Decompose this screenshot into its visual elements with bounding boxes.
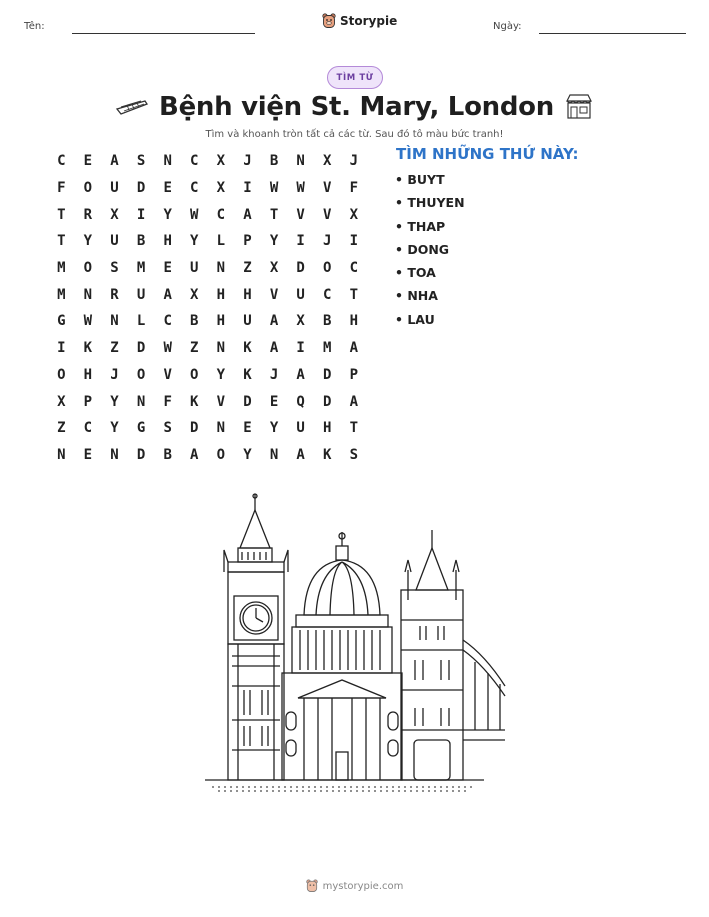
grid-letter[interactable]: V — [323, 180, 332, 197]
grid-letter[interactable]: D — [323, 393, 332, 410]
grid-letter[interactable]: C — [349, 260, 359, 277]
date-label: Ngày: — [493, 21, 522, 32]
grid-letter[interactable]: V — [323, 206, 332, 223]
grid-letter[interactable]: T — [269, 206, 279, 223]
grid-letter[interactable]: A — [349, 393, 359, 410]
grid-letter[interactable]: H — [349, 313, 359, 330]
grid-letter[interactable]: K — [323, 446, 332, 463]
grid-letter[interactable]: N — [216, 340, 226, 357]
grid-letter[interactable]: D — [190, 420, 199, 437]
grid-letter[interactable]: S — [136, 153, 146, 170]
grid-letter[interactable]: N — [163, 153, 172, 170]
grid-letter[interactable]: T — [349, 420, 359, 437]
grid-letter[interactable]: C — [57, 153, 66, 170]
grid-letter[interactable]: D — [243, 393, 252, 410]
grid-letter[interactable]: X — [57, 393, 66, 410]
grid-letter[interactable]: V — [216, 393, 226, 410]
grid-letter[interactable]: F — [57, 180, 66, 197]
page-title: Bệnh viện St. Mary, London — [159, 92, 554, 122]
grid-letter[interactable]: U — [110, 180, 119, 197]
grid-letter[interactable]: P — [349, 366, 359, 383]
grid-letter[interactable]: X — [216, 153, 226, 170]
word-search-badge: TÌM TỪ — [327, 66, 383, 89]
grid-letter[interactable]: A — [163, 286, 172, 303]
grid-letter[interactable]: Y — [83, 233, 93, 250]
grid-letter[interactable]: C — [83, 420, 93, 437]
grid-row — [48, 335, 368, 362]
word-item: • THUYEN — [395, 195, 465, 211]
grid-letter[interactable]: D — [136, 180, 146, 197]
grid-letter[interactable]: Y — [110, 393, 119, 410]
grid-letter[interactable]: K — [190, 393, 199, 410]
grid-letter[interactable]: Z — [110, 340, 119, 357]
grid-letter[interactable]: T — [349, 286, 359, 303]
grid-letter[interactable]: A — [269, 313, 279, 330]
word-list-heading: TÌM NHỮNG THỨ NÀY: — [396, 145, 579, 163]
grid-letter[interactable]: J — [243, 153, 252, 170]
grid-letter[interactable]: A — [110, 153, 119, 170]
grid-letter[interactable]: Z — [190, 340, 199, 357]
grid-letter[interactable]: Y — [190, 233, 199, 250]
grid-letter[interactable]: K — [243, 340, 252, 357]
grid-letter[interactable]: B — [269, 153, 279, 170]
grid-letter[interactable]: D — [136, 446, 146, 463]
grid-letter[interactable]: X — [216, 180, 226, 197]
grid-letter[interactable]: O — [83, 180, 93, 197]
grid-letter[interactable]: M — [323, 340, 332, 357]
grid-letter[interactable]: U — [110, 233, 119, 250]
footer — [0, 879, 709, 893]
grid-letter[interactable]: I — [243, 180, 252, 197]
grid-letter[interactable]: J — [269, 366, 279, 383]
grid-letter[interactable]: U — [243, 313, 252, 330]
grid-letter[interactable]: X — [323, 153, 332, 170]
word-item: • DONG — [395, 241, 450, 257]
grid-letter[interactable]: B — [136, 233, 146, 250]
grid-letter[interactable]: I — [296, 233, 305, 250]
title-row — [0, 92, 709, 122]
grid-letter[interactable]: M — [136, 260, 146, 277]
grid-letter[interactable]: Y — [269, 420, 279, 437]
london-skyline-illustration — [200, 490, 510, 795]
grid-letter[interactable]: U — [296, 286, 305, 303]
grid-letter[interactable]: I — [296, 340, 305, 357]
grid-letter[interactable]: T — [57, 233, 66, 250]
grid-letter[interactable]: H — [83, 366, 93, 383]
grid-row — [48, 228, 368, 255]
grid-letter[interactable]: N — [296, 153, 305, 170]
grid-letter[interactable]: N — [110, 313, 119, 330]
name-line — [72, 33, 255, 34]
grid-letter[interactable]: Y — [110, 420, 119, 437]
grid-letter[interactable]: O — [323, 260, 332, 277]
grid-letter[interactable]: Y — [243, 446, 252, 463]
word-item: • BUYT — [395, 172, 445, 187]
grid-letter[interactable]: Y — [216, 366, 226, 383]
grid-letter[interactable]: J — [323, 233, 332, 250]
grid-letter[interactable]: A — [296, 366, 305, 383]
grid-letter[interactable]: Z — [243, 260, 252, 277]
grid-letter[interactable]: F — [163, 393, 172, 410]
grid-letter[interactable]: S — [349, 446, 359, 463]
grid-row — [48, 388, 368, 415]
grid-letter[interactable]: C — [190, 153, 199, 170]
grid-letter[interactable]: W — [269, 180, 279, 197]
boat-icon — [115, 96, 149, 118]
grid-letter[interactable]: E — [83, 153, 93, 170]
grid-letter[interactable]: G — [57, 313, 66, 330]
grid-letter[interactable]: J — [110, 366, 119, 383]
grid-letter[interactable]: V — [296, 206, 305, 223]
grid-letter[interactable]: I — [349, 233, 359, 250]
grid-letter[interactable]: H — [216, 286, 226, 303]
grid-letter[interactable]: C — [216, 206, 226, 223]
grid-letter[interactable]: Z — [57, 420, 66, 437]
footer-url: mystorypie.com — [322, 880, 404, 892]
grid-letter[interactable]: N — [269, 446, 279, 463]
clock-tower-drawing — [224, 494, 288, 780]
grid-letter[interactable]: U — [296, 420, 305, 437]
date-line — [539, 33, 686, 34]
grid-letter[interactable]: W — [163, 340, 172, 357]
grid-letter[interactable]: S — [163, 420, 172, 437]
grid-letter[interactable]: S — [110, 260, 119, 277]
grid-letter[interactable]: V — [269, 286, 279, 303]
grid-letter[interactable]: N — [136, 393, 146, 410]
grid-row — [48, 281, 368, 308]
grid-letter[interactable]: E — [269, 393, 279, 410]
grid-letter[interactable]: C — [323, 286, 332, 303]
grid-letter[interactable]: D — [323, 366, 332, 383]
grid-letter[interactable]: W — [83, 313, 93, 330]
grid-letter[interactable]: A — [296, 446, 305, 463]
grid-letter[interactable]: N — [110, 446, 119, 463]
grid-letter[interactable]: G — [136, 420, 146, 437]
grid-letter[interactable]: K — [243, 366, 252, 383]
grid-letter[interactable]: X — [349, 206, 359, 223]
grid-letter[interactable]: I — [57, 340, 66, 357]
grid-letter[interactable]: R — [110, 286, 119, 303]
grid-letter[interactable]: X — [190, 286, 199, 303]
word-item: • NHA — [395, 288, 438, 304]
grid-letter[interactable]: L — [136, 313, 146, 330]
grid-letter[interactable]: Y — [163, 206, 172, 223]
grid-letter[interactable]: K — [83, 340, 93, 357]
grid-letter[interactable]: D — [136, 340, 146, 357]
grid-letter[interactable]: X — [110, 206, 119, 223]
word-list — [395, 171, 465, 334]
grid-letter[interactable]: U — [190, 260, 199, 277]
grid-letter[interactable]: W — [190, 206, 199, 223]
dome-cathedral-drawing — [282, 532, 402, 780]
grid-row — [48, 442, 368, 469]
bear-logo-icon — [306, 879, 318, 893]
grid-letter[interactable]: N — [83, 286, 93, 303]
grid-letter[interactable]: H — [243, 286, 252, 303]
grid-row — [48, 362, 368, 389]
grid-letter[interactable]: P — [243, 233, 252, 250]
instructions: Tìm và khoanh tròn tất cả các từ. Sau đó tô màu bức tranh! — [205, 129, 504, 140]
brand-name: Storypie — [340, 14, 398, 28]
grid-letter[interactable]: C — [190, 180, 199, 197]
grid-letter[interactable]: R — [83, 206, 93, 223]
grid-letter[interactable]: C — [163, 313, 172, 330]
grid-letter[interactable]: I — [136, 206, 146, 223]
grid-letter[interactable]: O — [190, 366, 199, 383]
grid-letter[interactable]: O — [57, 366, 66, 383]
shop-house-icon — [564, 94, 594, 120]
bear-logo-icon — [322, 13, 336, 29]
grid-letter[interactable]: P — [83, 393, 93, 410]
grid-letter[interactable]: O — [83, 260, 93, 277]
grid-letter[interactable]: H — [323, 420, 332, 437]
grid-letter[interactable]: F — [349, 180, 359, 197]
grid-letter[interactable]: A — [349, 340, 359, 357]
grid-letter[interactable]: V — [163, 366, 172, 383]
grid-letter[interactable]: T — [57, 206, 66, 223]
grid-letter[interactable]: E — [83, 446, 93, 463]
grid-row — [48, 148, 368, 175]
grid-row — [48, 308, 368, 335]
grid-letter[interactable]: X — [296, 313, 305, 330]
grid-row — [48, 201, 368, 228]
grid-letter[interactable]: X — [269, 260, 279, 277]
grid-letter[interactable]: O — [216, 446, 226, 463]
grid-letter[interactable]: A — [269, 340, 279, 357]
grid-row — [48, 255, 368, 282]
grid-letter[interactable]: N — [216, 420, 226, 437]
grid-letter[interactable]: O — [136, 366, 146, 383]
grid-letter[interactable]: Y — [269, 233, 279, 250]
grid-letter[interactable]: M — [57, 260, 66, 277]
grid-letter[interactable]: A — [243, 206, 252, 223]
grid-letter[interactable]: U — [136, 286, 146, 303]
grid-row — [48, 175, 368, 202]
brand-logo — [322, 13, 397, 29]
word-item: • TOA — [395, 265, 436, 281]
grid-letter[interactable]: M — [57, 286, 66, 303]
grid-letter[interactable]: N — [216, 260, 226, 277]
grid-letter[interactable]: E — [243, 420, 252, 437]
grid-letter[interactable]: Q — [296, 393, 305, 410]
grid-letter[interactable]: L — [216, 233, 226, 250]
grid-row — [48, 415, 368, 442]
grid-letter[interactable]: E — [163, 260, 172, 277]
grid-letter[interactable]: B — [323, 313, 332, 330]
grid-letter[interactable]: N — [57, 446, 66, 463]
grid-letter[interactable]: A — [190, 446, 199, 463]
name-label: Tên: — [24, 21, 45, 32]
grid-letter[interactable]: H — [163, 233, 172, 250]
grid-letter[interactable]: E — [163, 180, 172, 197]
grid-letter[interactable]: J — [349, 153, 359, 170]
bridge-tower-drawing — [401, 530, 505, 780]
grid-letter[interactable]: H — [216, 313, 226, 330]
grid-letter[interactable]: B — [190, 313, 199, 330]
word-item: • THAP — [395, 218, 446, 234]
word-item: • LAU — [395, 311, 435, 327]
grid-letter[interactable]: D — [296, 260, 305, 277]
grid-letter[interactable]: B — [163, 446, 172, 463]
grid-letter[interactable]: W — [296, 180, 305, 197]
letter-grid — [48, 148, 368, 468]
